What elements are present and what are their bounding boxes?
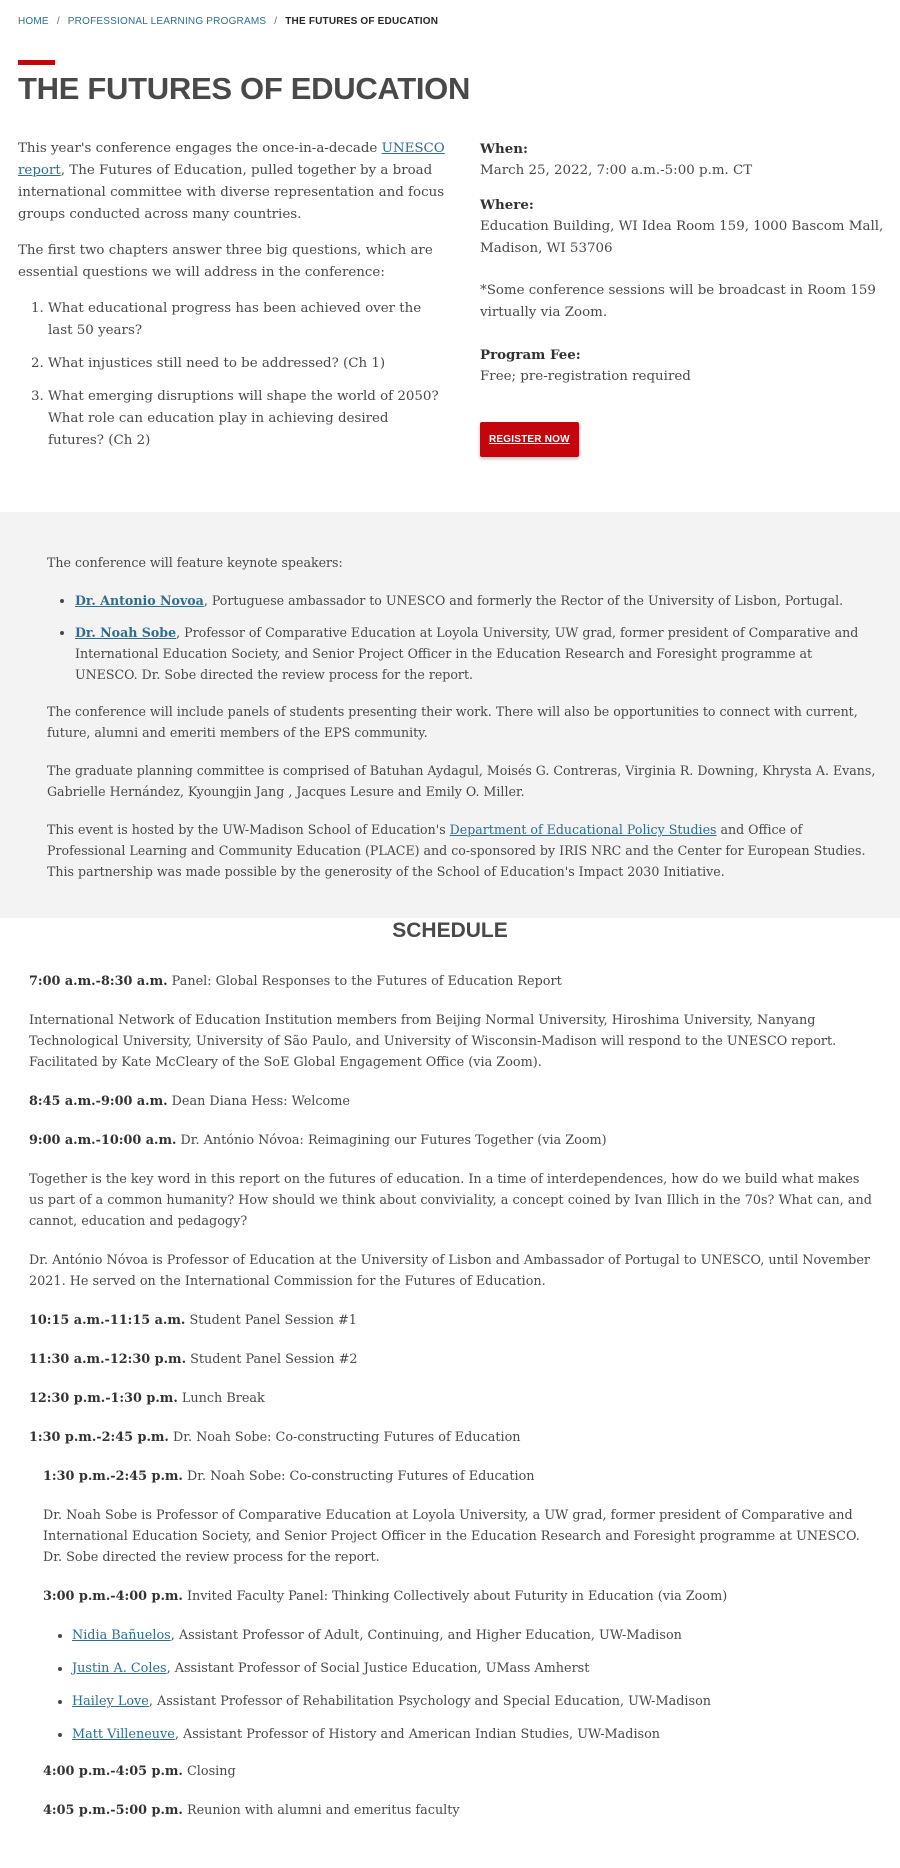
schedule-item: 1:30 p.m.-2:45 p.m. Dr. Noah Sobe: Co-constructing Futures of Education [43, 1469, 535, 1484]
title-accent-bar [18, 60, 55, 65]
breadcrumb-separator: / [56, 16, 60, 27]
speaker-item: • Dr. Antonio Novoa, Portuguese ambassador to UNESCO and formerly the Rector of the University of Lisbon, Portugal. [75, 590, 877, 611]
question-item: 3. What emerging disruptions will shape the world of 2050? What role can education play in achieving desired futures? (Ch 2) [48, 386, 448, 452]
questions-list [48, 298, 448, 452]
broadcast-note: *Some conference sessions will be broadcast in Room 159 virtually via Zoom. [480, 283, 876, 320]
where-value: Education Building, WI Idea Room 159, 1000 Bascom Mall, Madison, WI 53706 [480, 219, 884, 256]
hosted-paragraph: This event is hosted by the UW-Madison School of Education's Department of Educational Policy Studies and Office of Professional Learning and Community Education (PLACE) and co-sponsored by IRIS NRC and the Center for European Studies. This partnership was made possible by the generosity of the School of Education's Impact 2030 Initiative. [47, 822, 866, 879]
panelist-link-banuelos[interactable]: Nidia Bañuelos [72, 1628, 171, 1643]
committee-paragraph: The graduate planning committee is comprised of Batuhan Aydagul, Moisés G. Contreras, Virginia R. Downing, Khrysta A. Evans, Gabrielle Hernández, Kyoungjin Jang , Jacques Lesure and Emily O. Miller. [47, 763, 876, 799]
keynote-speakers-list [75, 590, 877, 685]
panelist-link-coles[interactable]: Justin A. Coles [72, 1661, 167, 1676]
panelist-link-villeneuve[interactable]: Matt Villeneuve [72, 1727, 175, 1742]
when-label: When: [480, 141, 528, 157]
schedule-item: 12:30 p.m.-1:30 p.m. Lunch Break [29, 1391, 265, 1406]
schedule-item: 8:45 a.m.-9:00 a.m. Dean Diana Hess: Welcome [29, 1094, 350, 1109]
schedule-description: Together is the key word in this report on the futures of education. In a time of interdependences, how do we build what makes us part of a common humanity? How should we think about conviviality, a concept coined by Ivan Illich in the 70s? What can, and cannot, education and pedagogy? [29, 1172, 872, 1229]
schedule-item: 3:00 p.m.-4:00 p.m. Invited Faculty Panel: Thinking Collectively about Futurity in Education (via Zoom) [43, 1589, 728, 1604]
panelists-list [72, 1625, 874, 1745]
question-item: 2. What injustices still need to be addressed? (Ch 1) [48, 353, 448, 375]
event-details [480, 138, 890, 457]
schedule-item: 11:30 a.m.-12:30 p.m. Student Panel Session #2 [29, 1352, 358, 1367]
speaker-item: • Dr. Noah Sobe, Professor of Comparative Education at Loyola University, UW grad, former president of Comparative and International Education Society, and Senior Project Officer in the Education Research and Foresight programme at UNESCO. Dr. Sobe directed the review process for the report. [75, 622, 877, 685]
panelist-item: • Matt Villeneuve, Assistant Professor of History and American Indian Studies, UW-Madison [72, 1724, 874, 1745]
speaker-link-sobe[interactable]: Dr. Noah Sobe [75, 625, 177, 640]
panelist-item: • Nidia Bañuelos, Assistant Professor of Adult, Continuing, and Higher Education, UW-Madison [72, 1625, 874, 1646]
intro-column [18, 138, 448, 463]
breadcrumb-programs-link[interactable]: PROFESSIONAL LEARNING PROGRAMS [67, 16, 267, 27]
schedule-title: SCHEDULE [392, 919, 508, 942]
schedule-item: 1:30 p.m.-2:45 p.m. Dr. Noah Sobe: Co-constructing Futures of Education [29, 1430, 521, 1445]
breadcrumb-separator: / [274, 16, 278, 27]
schedule-description: Dr. Noah Sobe is Professor of Comparative Education at Loyola University, a UW grad, former president of Comparative and International Education Society, and Senior Project Officer in the Education Research and Foresight programme at UNESCO. Dr. Sobe directed the review process for the report. [43, 1508, 860, 1565]
intro-paragraph-1: This year's conference engages the once-in-a-decade UNESCO report, The Futures of Education, pulled together by a broad international committee with diverse representation and focus groups conducted across many countries. [18, 141, 445, 222]
register-now-button[interactable]: REGISTER NOW [480, 422, 579, 457]
panelist-item: • Hailey Love, Assistant Professor of Rehabilitation Psychology and Special Education, UW-Madison [72, 1691, 874, 1712]
fee-value: Free; pre-registration required [480, 369, 691, 384]
breadcrumb-current: THE FUTURES OF EDUCATION [285, 16, 439, 27]
page-title: THE FUTURES OF EDUCATION [18, 71, 471, 106]
fee-label: Program Fee: [480, 347, 581, 363]
when-block [480, 138, 890, 182]
breadcrumb [18, 16, 438, 27]
keynote-intro: The conference will feature keynote speakers: [47, 555, 343, 570]
when-value: March 25, 2022, 7:00 a.m.-5:00 p.m. CT [480, 163, 753, 178]
schedule-item: 7:00 a.m.-8:30 a.m. Panel: Global Responses to the Futures of Education Report [29, 974, 562, 989]
fee-block [480, 344, 890, 388]
schedule-list [29, 971, 874, 1839]
schedule-description: International Network of Education Institution members from Beijing Normal University, Hiroshima University, Nanyang Technological University, University of São Paulo, and University of Wisconsin-Madison will respond to the UNESCO report. Facilitated by Kate McCleary of the SoE Global Engagement Office (via Zoom). [29, 1013, 837, 1070]
speaker-link-novoa[interactable]: Dr. Antonio Novoa [75, 593, 204, 608]
intro-paragraph-2: The first two chapters answer three big questions, which are essential questions we will address in the conference: [18, 243, 433, 280]
schedule-item: 4:00 p.m.-4:05 p.m. Closing [43, 1764, 236, 1779]
keynote-section [47, 552, 877, 899]
where-label: Where: [480, 197, 534, 213]
panels-paragraph: The conference will include panels of students presenting their work. There will also be opportunities to connect with current, future, alumni and emeriti members of the EPS community. [47, 704, 858, 740]
question-item: 1. What educational progress has been achieved over the last 50 years? [48, 298, 448, 342]
breadcrumb-home-link[interactable]: HOME [18, 16, 49, 27]
where-block [480, 194, 890, 260]
eps-department-link[interactable]: Department of Educational Policy Studies [449, 822, 717, 837]
schedule-item: 10:15 a.m.-11:15 a.m. Student Panel Session #1 [29, 1313, 357, 1328]
schedule-item: 9:00 a.m.-10:00 a.m. Dr. António Nóvoa: Reimagining our Futures Together (via Zoom) [29, 1133, 607, 1148]
schedule-item: 4:05 p.m.-5:00 p.m. Reunion with alumni and emeritus faculty [43, 1803, 460, 1818]
panelist-link-love[interactable]: Hailey Love [72, 1694, 149, 1709]
unesco-report-link[interactable]: UNESCO report [18, 141, 445, 178]
panelist-item: • Justin A. Coles, Assistant Professor of Social Justice Education, UMass Amherst [72, 1658, 874, 1679]
schedule-description: Dr. António Nóvoa is Professor of Education at the University of Lisbon and Ambassador of Portugal to UNESCO, until November 2021. He served on the International Commission for the Futures of Education. [29, 1253, 871, 1289]
